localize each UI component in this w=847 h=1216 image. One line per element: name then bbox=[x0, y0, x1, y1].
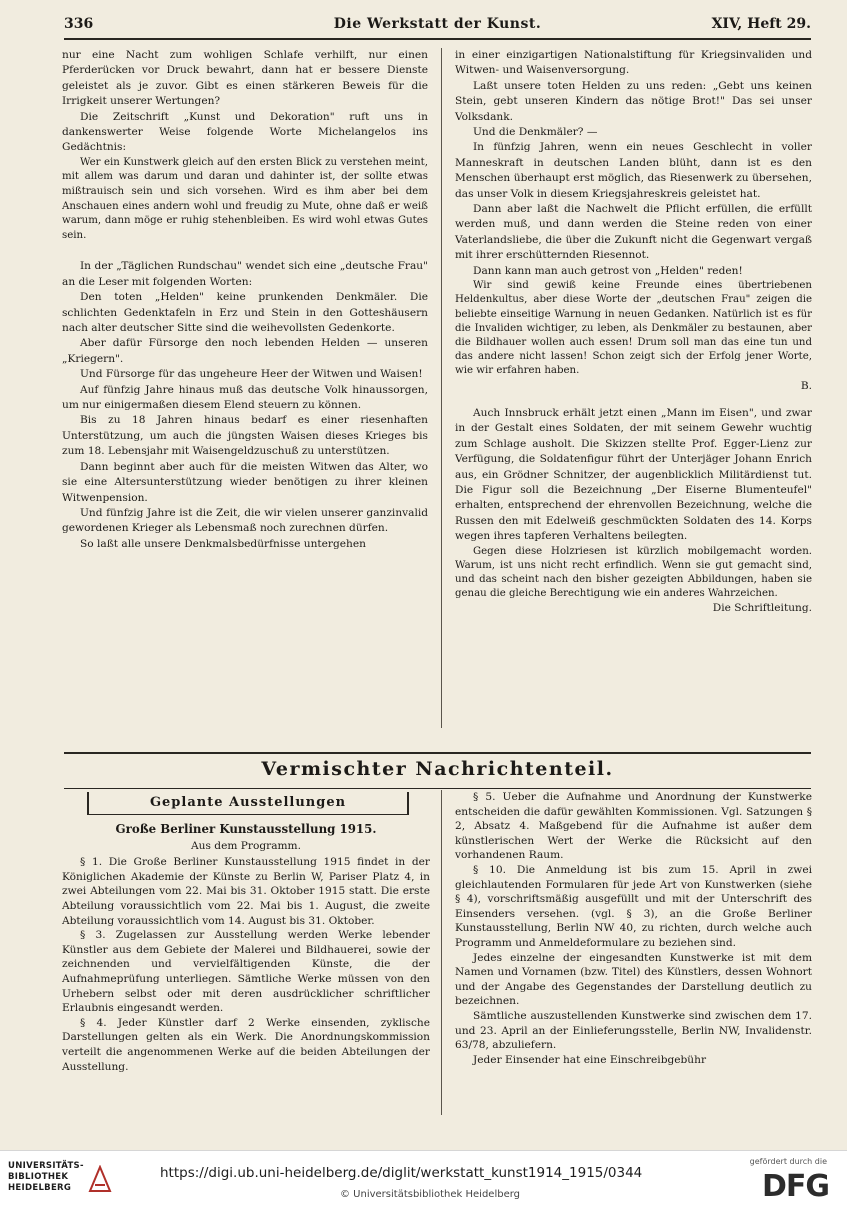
paragraph: Die Zeitschrift „Kunst und Dekoration" ruft uns in dankenswerter Weise folgende Worte Michelangelos ins Gedächtnis: bbox=[62, 110, 428, 154]
subheading-program: Aus dem Programm. bbox=[191, 839, 301, 852]
dfg-logo[interactable]: DFG bbox=[761, 1169, 829, 1204]
subheading: Große Berliner Kunstausstellung 1915. bbox=[115, 822, 377, 836]
paragraph: So laßt alle unsere Denkmalsbedürfnisse untergehen bbox=[80, 537, 366, 550]
paragraph: Laßt unsere toten Helden zu uns reden: „Gebt uns keinen Stein, gebt unseren Kindern das nötige Brot!" Das sei unser Volksdank. bbox=[455, 79, 812, 123]
running-header bbox=[64, 12, 811, 40]
paragraph: § 1. Die Große Berliner Kunstausstellung 1915 findet in der Königlichen Akademie der Künste zu Berlin W, Pariser Platz 4, in zwei Abteilungen vom 22. Mai bis 31. Oktober 1915 statt. Die erste Abteilung voraussichtlich vom 22. Mai bis 1. August, die zweite Abteilung voraussichtlich vom 14. August bis 31. Oktober. bbox=[62, 856, 430, 927]
paragraph: Den toten „Helden" keine prunkenden Denkmäler. Die schlichten Gedenktafeln in Erz und Stein in den Gotteshäusern nach alter deutscher Sitte sind die weihevollsten Gedenkorte. bbox=[62, 291, 428, 335]
paragraph: § 5. Ueber die Aufnahme und Anordnung der Kunstwerke entscheiden die dafür gewählten Kommissionen. Vgl. Satzungen § 2, Absatz 4. Maßgebend für die Aufnahme ist außer dem künstlerischen Wert der Werke die Rücksicht auf den vorhandenen Raum. bbox=[455, 791, 812, 862]
issue-label: XIV, Heft 29. bbox=[711, 16, 811, 32]
paragraph: Auf fünfzig Jahre hinaus muß das deutsche Volk hinaussorgen, um nur einigermaßen diesem Elend steuern zu können. bbox=[62, 383, 428, 412]
quote-paragraph: Wer ein Kunstwerk gleich auf den ersten Blick zu verstehen meint, mit allem was darum und daran und dahinter ist, der sollte etwas mißtrauisch sein und sich vorsehen. Wird es ihm aber bei dem Anschauen eines andern wohl und freudig zu Mute, ohne daß er weiß warum, dann möge er ruhig stehenbleiben. Es wird wohl etwas Gutes sein. bbox=[62, 156, 428, 241]
paragraph: In fünfzig Jahren, wenn ein neues Geschlecht in voller Manneskraft in deutschen Landen blüht, dann ist es den Menschen überhaupt erst möglich, das Riesenwerk zu übersehen, das unser Volk in diesem Kriegsjahreskreis geleistet hat. bbox=[455, 141, 812, 200]
paragraph: nur eine Nacht zum wohligen Schlafe verhilft, nur einen Pferderücken vor Druck bewahrt, dann hat er bessere Dienste geleistet als je zuvor. Gibt es einen stärkeren Beweis für die Irrigkeit unserer Wertungen? bbox=[62, 49, 428, 108]
copyright-text: © Universitätsbibliothek Heidelberg bbox=[340, 1189, 521, 1200]
journal-title: Die Werkstatt der Kunst. bbox=[333, 16, 542, 32]
library-logo-text[interactable] bbox=[8, 1161, 92, 1194]
paragraph: § 3. Zugelassen zur Ausstellung werden Werke lebender Künstler aus dem Gebiete der Malerei und Bildhauerei, sowie der zeichnenden und vervielfältigenden Künste, die der Aufnahmeprüfung unterliegen. Sämtliche Werke müssen von den Urhebern selbst oder mit deren ausdrücklicher schriftlicher Erlaubnis eingesandt werden. bbox=[62, 929, 430, 1015]
paragraph: Aber dafür Fürsorge den noch lebenden Helden — unseren „Kriegern". bbox=[62, 337, 428, 365]
column-left-upper bbox=[62, 48, 428, 552]
paragraph: Auch Innsbruck erhält jetzt einen „Mann im Eisen", und zwar in der Gestalt eines Soldaten, der mit seinem Gewehr wuchtig zum Schlage ausholt. Die Skizzen stellte Prof. Egger-Lienz zur Verfügung, die Soldatenfigur führt der Unterjäger Johann Enrich aus, ein Grödner Schnitzer, der augenblicklich Militärdienst tut. Die Figur soll die Bezeichnung „Der Eiserne Blumenteufel" erhalten, entsprechend der ehrenvollen Bezeichnung, welche die Russen den mit Edelweiß geschmückten Soldaten des 14. Korps wegen ihres tapferen Verhaltens beilegten. bbox=[455, 406, 812, 543]
logo-line: HEIDELBERG bbox=[8, 1183, 72, 1193]
paragraph: in einer einzigartigen Nationalstiftung für Kriegsinvaliden und Witwen- und Waisenversorgung. bbox=[455, 49, 812, 77]
paragraph: Und Fürsorge für das ungeheure Heer der Witwen und Waisen! bbox=[80, 368, 423, 381]
paragraph: Und die Denkmäler? — bbox=[473, 126, 598, 139]
column-left-lower bbox=[62, 822, 430, 1074]
column-right-lower bbox=[455, 790, 812, 1067]
funding-label: gefördert durch die bbox=[749, 1157, 827, 1166]
paragraph: Dann beginnt aber auch für die meisten Witwen das Alter, wo sie eine Altersunterstützung wieder benötigen zu ihrer kleinen Witwenpension. bbox=[62, 460, 428, 504]
section-title: Vermischter Nachrichtenteil. bbox=[261, 758, 614, 780]
column-divider bbox=[441, 48, 442, 728]
paragraph: Sämtliche auszustellenden Kunstwerke sind zwischen dem 17. und 23. April an der Einlieferungsstelle, Berlin NW, Invalidenstr. 63/78, abzuliefern. bbox=[455, 1009, 812, 1052]
section-rule-top bbox=[64, 752, 811, 754]
logo-line: BIBLIOTHEK bbox=[8, 1172, 69, 1182]
column-right-upper bbox=[455, 48, 812, 617]
signature-editors: Die Schriftleitung. bbox=[712, 602, 812, 615]
paragraph: Jeder Einsender hat eine Einschreibgebühr bbox=[473, 1053, 707, 1066]
paragraph: § 10. Die Anmeldung ist bis zum 15. April in zwei gleichlautenden Formularen für jede Art von Kunstwerken (siehe § 4), vorschriftsmäßig ausgefüllt und mit der Unterschrift des Einsenders versehen. (vgl. § 3), an die Große Berliner Kunstausstellung, Berlin NW 40, zu richten, durch welche auch Programm und Anmeldeformulare zu beziehen sind. bbox=[455, 863, 812, 949]
paragraph: § 4. Jeder Künstler darf 2 Werke einsenden, zyklische Darstellungen gelten als ein Werk. Die Anordnungskommission verteilt die angenommenen Werke auf die beiden Abteilungen der Ausstellung. bbox=[62, 1016, 430, 1073]
signature-b: B. bbox=[800, 379, 812, 392]
logo-line: UNIVERSITÄTS- bbox=[8, 1161, 84, 1171]
paragraph: Dann aber laßt die Nachwelt die Pflicht erfüllen, die erfüllt werden muß, und dann werden die Steine reden von einer Vaterlandsliebe, die über die Zukunft nicht die Gegenwart vergaß mit ihrer erschütternden Riesennot. bbox=[455, 203, 812, 262]
editorial-note: Wir sind gewiß keine Freunde eines übertriebenen Heldenkultus, aber diese Worte der „deutschen Frau" zeigen die beliebte einseitige Warnung in neuen Gedanken. Natürlich ist es für die Invaliden wichtiger, zu leben, als Denkmäler zu bestaunen, aber die Bildhauer wollen auch essen! Drum soll man das eine tun und das andere nicht lassen! Schon zeigt sich der Erfolg jener Worte, wie wir erfahren haben. bbox=[455, 280, 812, 377]
paragraph: Bis zu 18 Jahren hinaus bedarf es einer riesenhaften Unterstützung, um auch die jüngsten Waisen dieses Krieges bis zum 18. Lebensjahr mit Waisengeldzuschuß zu unterstützen. bbox=[62, 414, 428, 458]
viewer-footer bbox=[0, 1150, 847, 1216]
exhibition-box-title: Geplante Ausstellungen bbox=[87, 792, 409, 815]
permalink-url[interactable]: https://digi.ub.uni-heidelberg.de/diglit/werkstatt_kunst1914_1915/0344 bbox=[160, 1165, 643, 1181]
paragraph: Dann kann man auch getrost von „Helden" reden! bbox=[473, 264, 743, 277]
paragraph: In der „Täglichen Rundschau" wendet sich eine „deutsche Frau" an die Leser mit folgenden Worten: bbox=[62, 260, 428, 288]
section-rule-bottom bbox=[64, 788, 811, 789]
library-logo-icon[interactable] bbox=[88, 1165, 112, 1193]
paragraph: Jedes einzelne der eingesandten Kunstwerke ist mit dem Namen und Vornamen (bzw. Titel) des Künstlers, dessen Wohnort und der Angabe des Gegenstandes der Darstellung deutlich zu bezeichnen. bbox=[455, 951, 812, 1008]
paragraph: Gegen diese Holzriesen ist kürzlich mobilgemacht worden. Warum, ist uns nicht recht erfindlich. Wenn sie gut gemacht sind, und das scheint nach den bisher gezeigten Abbildungen, haben sie genau die gleiche Berechtigung wie ein anderes Wahrzeichen. bbox=[455, 545, 812, 600]
column-divider-lower bbox=[441, 790, 442, 1115]
paragraph: Und fünfzig Jahre ist die Zeit, die wir vielen unserer ganzinvalid gewordenen Krieger als Lebensmaß noch zurechnen dürfen. bbox=[62, 506, 428, 535]
page-number: 336 bbox=[64, 16, 94, 32]
